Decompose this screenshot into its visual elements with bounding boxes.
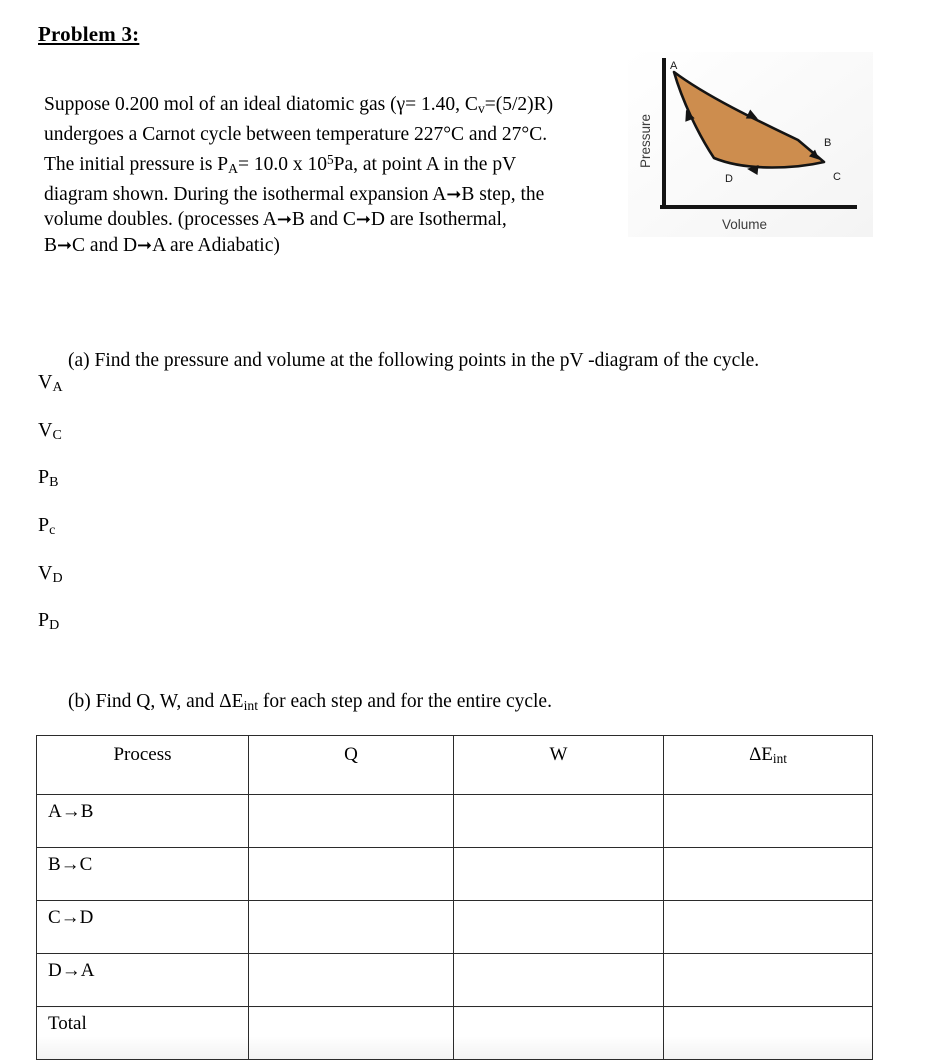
table-row [37,848,873,901]
cell-w-total[interactable] [454,1007,664,1060]
cell-w-c-d[interactable] [454,901,664,954]
point-label-b: B [824,137,832,149]
part-a-variable-list [38,372,158,658]
statement-line-6: B➞C and D➞A are Adiabatic) [44,234,280,256]
cell-w-b-c[interactable] [454,848,664,901]
table-row-total [37,1007,873,1060]
point-label-d: D [725,173,733,185]
cell-q-d-a[interactable] [249,954,454,1007]
cell-e-total[interactable] [664,1007,873,1060]
cell-e-a-b[interactable] [664,795,873,848]
part-b-prompt-sub: int [243,698,258,713]
problem-statement [44,92,619,259]
point-label-a: A [670,60,678,72]
table-row [37,795,873,848]
header-delta-e-sub: int [772,750,787,766]
header-delta-e-int [664,736,873,795]
cell-w-a-b[interactable] [454,795,664,848]
point-label-c: C [833,171,841,183]
statement-line-2: undergoes a Carnot cycle between temperature 227°C and 27°C. [44,123,548,145]
variable-p-c: $P_c$ [38,514,56,539]
energy-table [36,735,873,1060]
row-process-b-c: B→C [37,848,249,901]
cell-q-a-b[interactable] [249,795,454,848]
header-process: Process [37,736,249,795]
table-header-row [37,736,873,795]
cell-q-c-d[interactable] [249,901,454,954]
cell-q-total[interactable] [249,1007,454,1060]
part-b-prompt [68,691,552,714]
cell-e-b-c[interactable] [664,848,873,901]
header-delta-e-base: ΔE [749,744,773,765]
volume-axis-label: Volume [722,217,768,232]
row-process-total: Total [37,1007,249,1060]
variable-v-a: $V_A$ [38,371,63,396]
cell-w-d-a[interactable] [454,954,664,1007]
part-b-prompt-post: for each step and for the entire cycle. [257,691,552,712]
statement-line-1: Suppose 0.200 mol of an ideal diatomic gas (γ= 1.40, $C_v=(5/2)R$) [44,94,554,116]
table-row [37,901,873,954]
statement-line-3: The initial pressure is $P_A= 10.0$ x $10^5Pa$, at point A in the pV [44,152,517,177]
variable-p-b: $P_B$ [38,466,59,491]
cell-e-d-a[interactable] [664,954,873,1007]
statement-line-4: diagram shown. During the isothermal expansion A➞B step, the [44,183,545,205]
pv-diagram-figure [628,52,873,237]
part-a-prompt: (a) Find the pressure and volume at the following points in the pV -diagram of the cycle. [68,350,760,371]
row-process-d-a: D→A [37,954,249,1007]
pressure-axis-label: Pressure [638,113,653,168]
header-q: Q [249,736,454,795]
variable-v-d: $V_D$ [38,561,63,586]
table-row [37,954,873,1007]
variable-p-d: $P_D$ [38,609,60,634]
row-process-a-b: A→B [37,795,249,848]
part-b-prompt-pre: (b) Find Q, W, and ΔE [68,691,244,712]
page-title: Problem 3: [38,22,140,46]
statement-line-5: volume doubles. (processes A➞B and C➞D are Isothermal, [44,209,507,231]
variable-v-c: $V_C$ [38,418,62,443]
cell-q-b-c[interactable] [249,848,454,901]
row-process-c-d: C→D [37,901,249,954]
header-w: W [454,736,664,795]
cell-e-c-d[interactable] [664,901,873,954]
